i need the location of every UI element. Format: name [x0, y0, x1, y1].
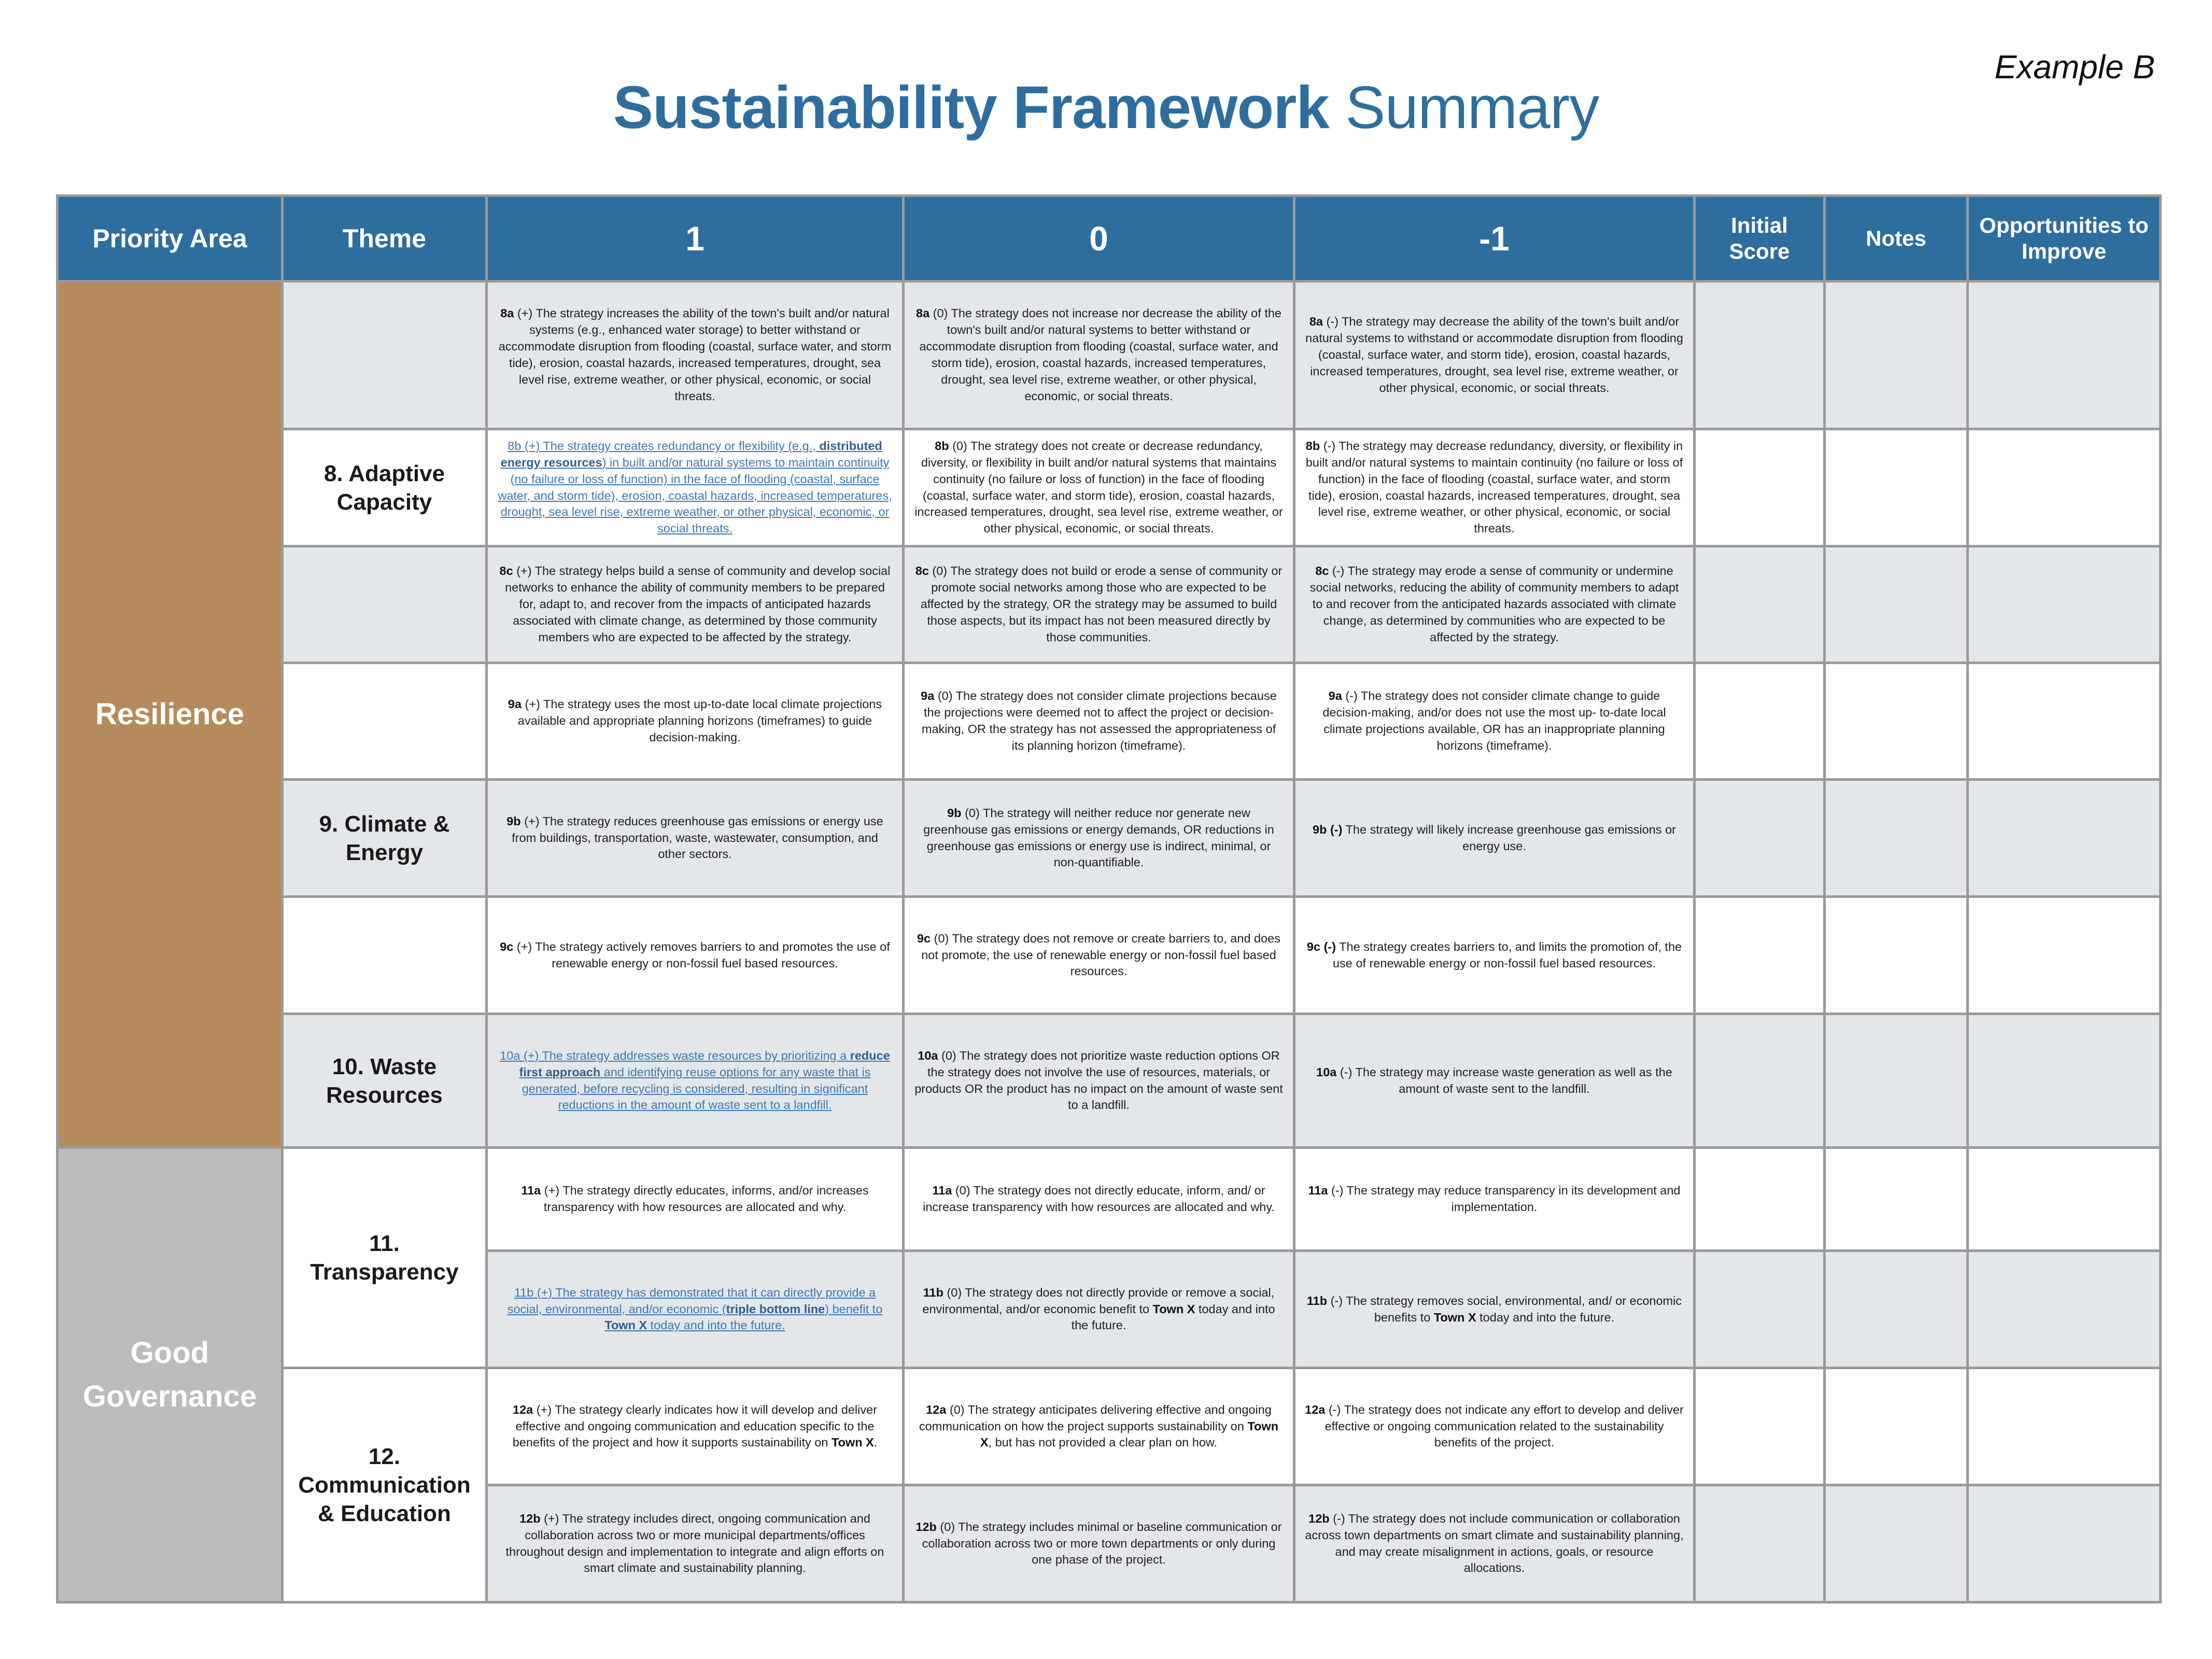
criterion-10a-negative: 10a (-) The strategy may increase waste generation as well as the amount of waste sent to the landfill.	[1294, 1014, 1695, 1148]
criterion-11b-positive: 11b (+) The strategy has demonstrated that it can directly provide a social, environmental, and/or economic (triple bottom line) benefit to Town X today and into the future.	[487, 1251, 904, 1368]
opportunities-cell[interactable]	[1968, 897, 2161, 1014]
criterion-9a-positive: 9a (+) The strategy uses the most up-to-date local climate projections available and appropriate planning horizons (timeframes) to guide decision-making.	[487, 663, 904, 780]
criterion-8c-zero: 8c (0) The strategy does not build or erode a sense of community or promote social networks among those who are expected to be affected by the strategy, OR the strategy may be assumed to build those aspects, but its impact has not been measured directly by those communities.	[904, 546, 1294, 663]
criterion-9c-zero: 9c (0) The strategy does not remove or create barriers to, and does not promote, the use of renewable energy or non-fossil fuel based resources.	[904, 897, 1294, 1014]
criterion-12a-zero: 12a (0) The strategy anticipates delivering effective and ongoing communication on how the project supports sustainability on Town X, but has not provided a clear plan on how.	[904, 1368, 1294, 1485]
notes-cell[interactable]	[1825, 1014, 1968, 1148]
notes-cell[interactable]	[1825, 780, 1968, 897]
criterion-9a-negative: 9a (-) The strategy does not consider climate change to guide decision-making, and/or does not use the most up- to-date local climate projections available, OR has an inappropriate planning horizons (timeframe).	[1294, 663, 1695, 780]
theme-cell-empty	[283, 546, 487, 663]
criterion-8b-negative: 8b (-) The strategy may decrease redundancy, diversity, or flexibility in built and/or natural systems to maintain continuity (no failure or loss of function) in the face of flooding (coastal, surface water, and storm tide), erosion, coastal hazards, increased temperatures, drought, sea level rise, extreme weather, or other physical, economic, or social threats.	[1294, 429, 1695, 546]
criterion-10a-zero: 10a (0) The strategy does not prioritize waste reduction options OR the strategy does not involve the use of resources, materials, or products OR the product has no impact on the amount of waste sent to a landfill.	[904, 1014, 1294, 1148]
initial-score-cell[interactable]	[1695, 780, 1825, 897]
criterion-9c-negative: 9c (-) The strategy creates barriers to, and limits the promotion of, the use of renewable energy or non-fossil fuel based resources.	[1294, 897, 1695, 1014]
criterion-8b-zero: 8b (0) The strategy does not create or decrease redundancy, diversity, or flexibility in built and/or natural systems that maintains continuity (no failure or loss of function) in the face of flooding (coastal, surface water, and storm tide), erosion, coastal hazards, increased temperatures, drought, sea level rise, extreme weather, or other physical, economic, or social threats.	[904, 429, 1294, 546]
title-bold: Sustainability Framework	[613, 74, 1329, 141]
criterion-9a-zero: 9a (0) The strategy does not consider climate projections because the projections were deemed not to affect the project or decision-making, OR the strategy has not assessed the appropriateness of its planning horizon (timeframe).	[904, 663, 1294, 780]
opportunities-cell[interactable]	[1968, 780, 2161, 897]
theme-cell-empty	[283, 663, 487, 780]
criterion-12a-negative: 12a (-) The strategy does not indicate any effort to develop and deliver effective or ongoing communication related to the sustainability benefits of the project.	[1294, 1368, 1695, 1485]
notes-cell[interactable]	[1825, 1251, 1968, 1368]
theme-adaptive-capacity: 8. Adaptive Capacity	[283, 429, 487, 546]
opportunities-cell[interactable]	[1968, 429, 2161, 546]
initial-score-cell[interactable]	[1695, 1251, 1825, 1368]
theme-communication-education: 12. Communication & Education	[283, 1368, 487, 1602]
criterion-11a-positive: 11a (+) The strategy directly educates, informs, and/or increases transparency with how resources are allocated and why.	[487, 1148, 904, 1251]
criterion-9b-positive: 9b (+) The strategy reduces greenhouse gas emissions or energy use from buildings, transportation, waste, wastewater, consumption, and other sectors.	[487, 780, 904, 897]
opportunities-cell[interactable]	[1968, 1014, 2161, 1148]
table-row	[58, 1368, 2161, 1485]
notes-cell[interactable]	[1825, 1368, 1968, 1485]
table-row	[58, 1148, 2161, 1251]
criterion-11a-negative: 11a (-) The strategy may reduce transparency in its development and implementation.	[1294, 1148, 1695, 1251]
header-score-zero: 0	[904, 196, 1294, 282]
criterion-9c-positive: 9c (+) The strategy actively removes barriers to and promotes the use of renewable energy or non-fossil fuel based resources.	[487, 897, 904, 1014]
theme-cell-empty	[283, 282, 487, 429]
header-initial-score: Initial Score	[1695, 196, 1825, 282]
title-light: Summary	[1345, 74, 1599, 141]
notes-cell[interactable]	[1825, 1485, 1968, 1602]
table-row	[58, 1014, 2161, 1148]
header-priority-area: Priority Area	[58, 196, 283, 282]
initial-score-cell[interactable]	[1695, 1148, 1825, 1251]
table-row	[58, 780, 2161, 897]
notes-cell[interactable]	[1825, 282, 1968, 429]
opportunities-cell[interactable]	[1968, 1251, 2161, 1368]
criterion-12a-positive: 12a (+) The strategy clearly indicates how it will develop and deliver effective and ongoing communication and education specific to the benefits of the project and how it supports sustainability on Town X.	[487, 1368, 904, 1485]
criterion-8a-negative: 8a (-) The strategy may decrease the ability of the town's built and/or natural systems to withstand or accommodate disruption from flooding (coastal, surface water, and storm tide), erosion, coastal hazards, increased temperatures, drought, sea level rise, extreme weather, or other physical, economic, or social threats.	[1294, 282, 1695, 429]
notes-cell[interactable]	[1825, 1148, 1968, 1251]
example-label: Example B	[1994, 48, 2155, 86]
criterion-8c-positive: 8c (+) The strategy helps build a sense of community and develop social networks to enhance the ability of community members to be prepared for, adapt to, and recover from the impacts of anticipated hazards associated with climate change, as determined by those community members who are expected to be affected by the strategy.	[487, 546, 904, 663]
opportunities-cell[interactable]	[1968, 1368, 2161, 1485]
criterion-8a-positive: 8a (+) The strategy increases the ability of the town's built and/or natural systems (e.g., enhanced water storage) to better withstand or accommodate disruption from flooding (coastal, surface water, and storm tide), erosion, coastal hazards, increased temperatures, drought, sea level rise, extreme weather, or other physical, economic, or social threats.	[487, 282, 904, 429]
theme-cell-empty	[283, 897, 487, 1014]
initial-score-cell[interactable]	[1695, 429, 1825, 546]
criterion-11b-negative: 11b (-) The strategy removes social, environmental, and/ or economic benefits to Town X today and into the future.	[1294, 1251, 1695, 1368]
initial-score-cell[interactable]	[1695, 546, 1825, 663]
priority-area-good-governance: Good Governance	[58, 1148, 283, 1602]
initial-score-cell[interactable]	[1695, 1368, 1825, 1485]
priority-area-resilience: Resilience	[58, 282, 283, 1148]
criterion-9b-negative: 9b (-) The strategy will likely increase greenhouse gas emissions or energy use.	[1294, 780, 1695, 897]
opportunities-cell[interactable]	[1968, 1485, 2161, 1602]
opportunities-cell[interactable]	[1968, 663, 2161, 780]
framework-table	[56, 194, 2162, 1604]
criterion-12b-zero: 12b (0) The strategy includes minimal or baseline communication or collaboration across two or more town departments or only during one phase of the project.	[904, 1485, 1294, 1602]
criterion-12b-negative: 12b (-) The strategy does not include communication or collaboration across town departments on smart climate and sustainability planning, and may create misalignment in actions, goals, or resource allocations.	[1294, 1485, 1695, 1602]
header-row	[58, 196, 2161, 282]
table-row	[58, 897, 2161, 1014]
header-notes: Notes	[1825, 196, 1968, 282]
opportunities-cell[interactable]	[1968, 1148, 2161, 1251]
table-row	[58, 546, 2161, 663]
criterion-12b-positive: 12b (+) The strategy includes direct, ongoing communication and collaboration across two or more municipal departments/offices throughout design and implementation to integrate and align efforts on smart climate and sustainability planning.	[487, 1485, 904, 1602]
theme-transparency: 11. Transparency	[283, 1148, 487, 1368]
table-row	[58, 429, 2161, 546]
criterion-9b-zero: 9b (0) The strategy will neither reduce nor generate new greenhouse gas emissions or energy demands, OR reductions in greenhouse gas emissions or energy use is indirect, minimal, or non-quantifiable.	[904, 780, 1294, 897]
header-theme: Theme	[283, 196, 487, 282]
notes-cell[interactable]	[1825, 663, 1968, 780]
table-row	[58, 663, 2161, 780]
header-score-negative: -1	[1294, 196, 1695, 282]
header-score-positive: 1	[487, 196, 904, 282]
theme-climate-energy: 9. Climate & Energy	[283, 780, 487, 897]
notes-cell[interactable]	[1825, 429, 1968, 546]
notes-cell[interactable]	[1825, 897, 1968, 1014]
theme-waste-resources: 10. Waste Resources	[283, 1014, 487, 1148]
table-row	[58, 282, 2161, 429]
notes-cell[interactable]	[1825, 546, 1968, 663]
opportunities-cell[interactable]	[1968, 546, 2161, 663]
page-title	[0, 73, 2212, 142]
initial-score-cell[interactable]	[1695, 1485, 1825, 1602]
criterion-8b-positive: 8b (+) The strategy creates redundancy or flexibility (e.g., distributed energy resources) in built and/or natural systems to maintain continuity (no failure or loss of function) in the face of flooding (coastal, surface water, and storm tide), erosion, coastal hazards, increased temperatures, drought, sea level rise, extreme weather, or other physical, economic, or social threats.	[487, 429, 904, 546]
initial-score-cell[interactable]	[1695, 282, 1825, 429]
criterion-8a-zero: 8a (0) The strategy does not increase nor decrease the ability of the town's built and/or natural systems to better withstand or accommodate disruption from flooding (coastal, surface water, and storm tide), erosion, coastal hazards, increased temperatures, drought, sea level rise, extreme weather, or other physical, economic, or social threats.	[904, 282, 1294, 429]
criterion-10a-positive: 10a (+) The strategy addresses waste resources by prioritizing a reduce first approach and identifying reuse options for any waste that is generated, before recycling is considered, resulting in significant reductions in the amount of waste sent to a landfill.	[487, 1014, 904, 1148]
opportunities-cell[interactable]	[1968, 282, 2161, 429]
initial-score-cell[interactable]	[1695, 663, 1825, 780]
initial-score-cell[interactable]	[1695, 897, 1825, 1014]
criterion-11b-zero: 11b (0) The strategy does not directly provide or remove a social, environmental, and/or economic benefit to Town X today and into the future.	[904, 1251, 1294, 1368]
header-opportunities: Opportunities to Improve	[1968, 196, 2161, 282]
criterion-8c-negative: 8c (-) The strategy may erode a sense of community or undermine social networks, reducing the ability of community members to adapt to and recover from the anticipated hazards associated with climate change, as determined by communities who are expected to be affected by the strategy.	[1294, 546, 1695, 663]
initial-score-cell[interactable]	[1695, 1014, 1825, 1148]
criterion-11a-zero: 11a (0) The strategy does not directly educate, inform, and/ or increase transparency with how resources are allocated and why.	[904, 1148, 1294, 1251]
